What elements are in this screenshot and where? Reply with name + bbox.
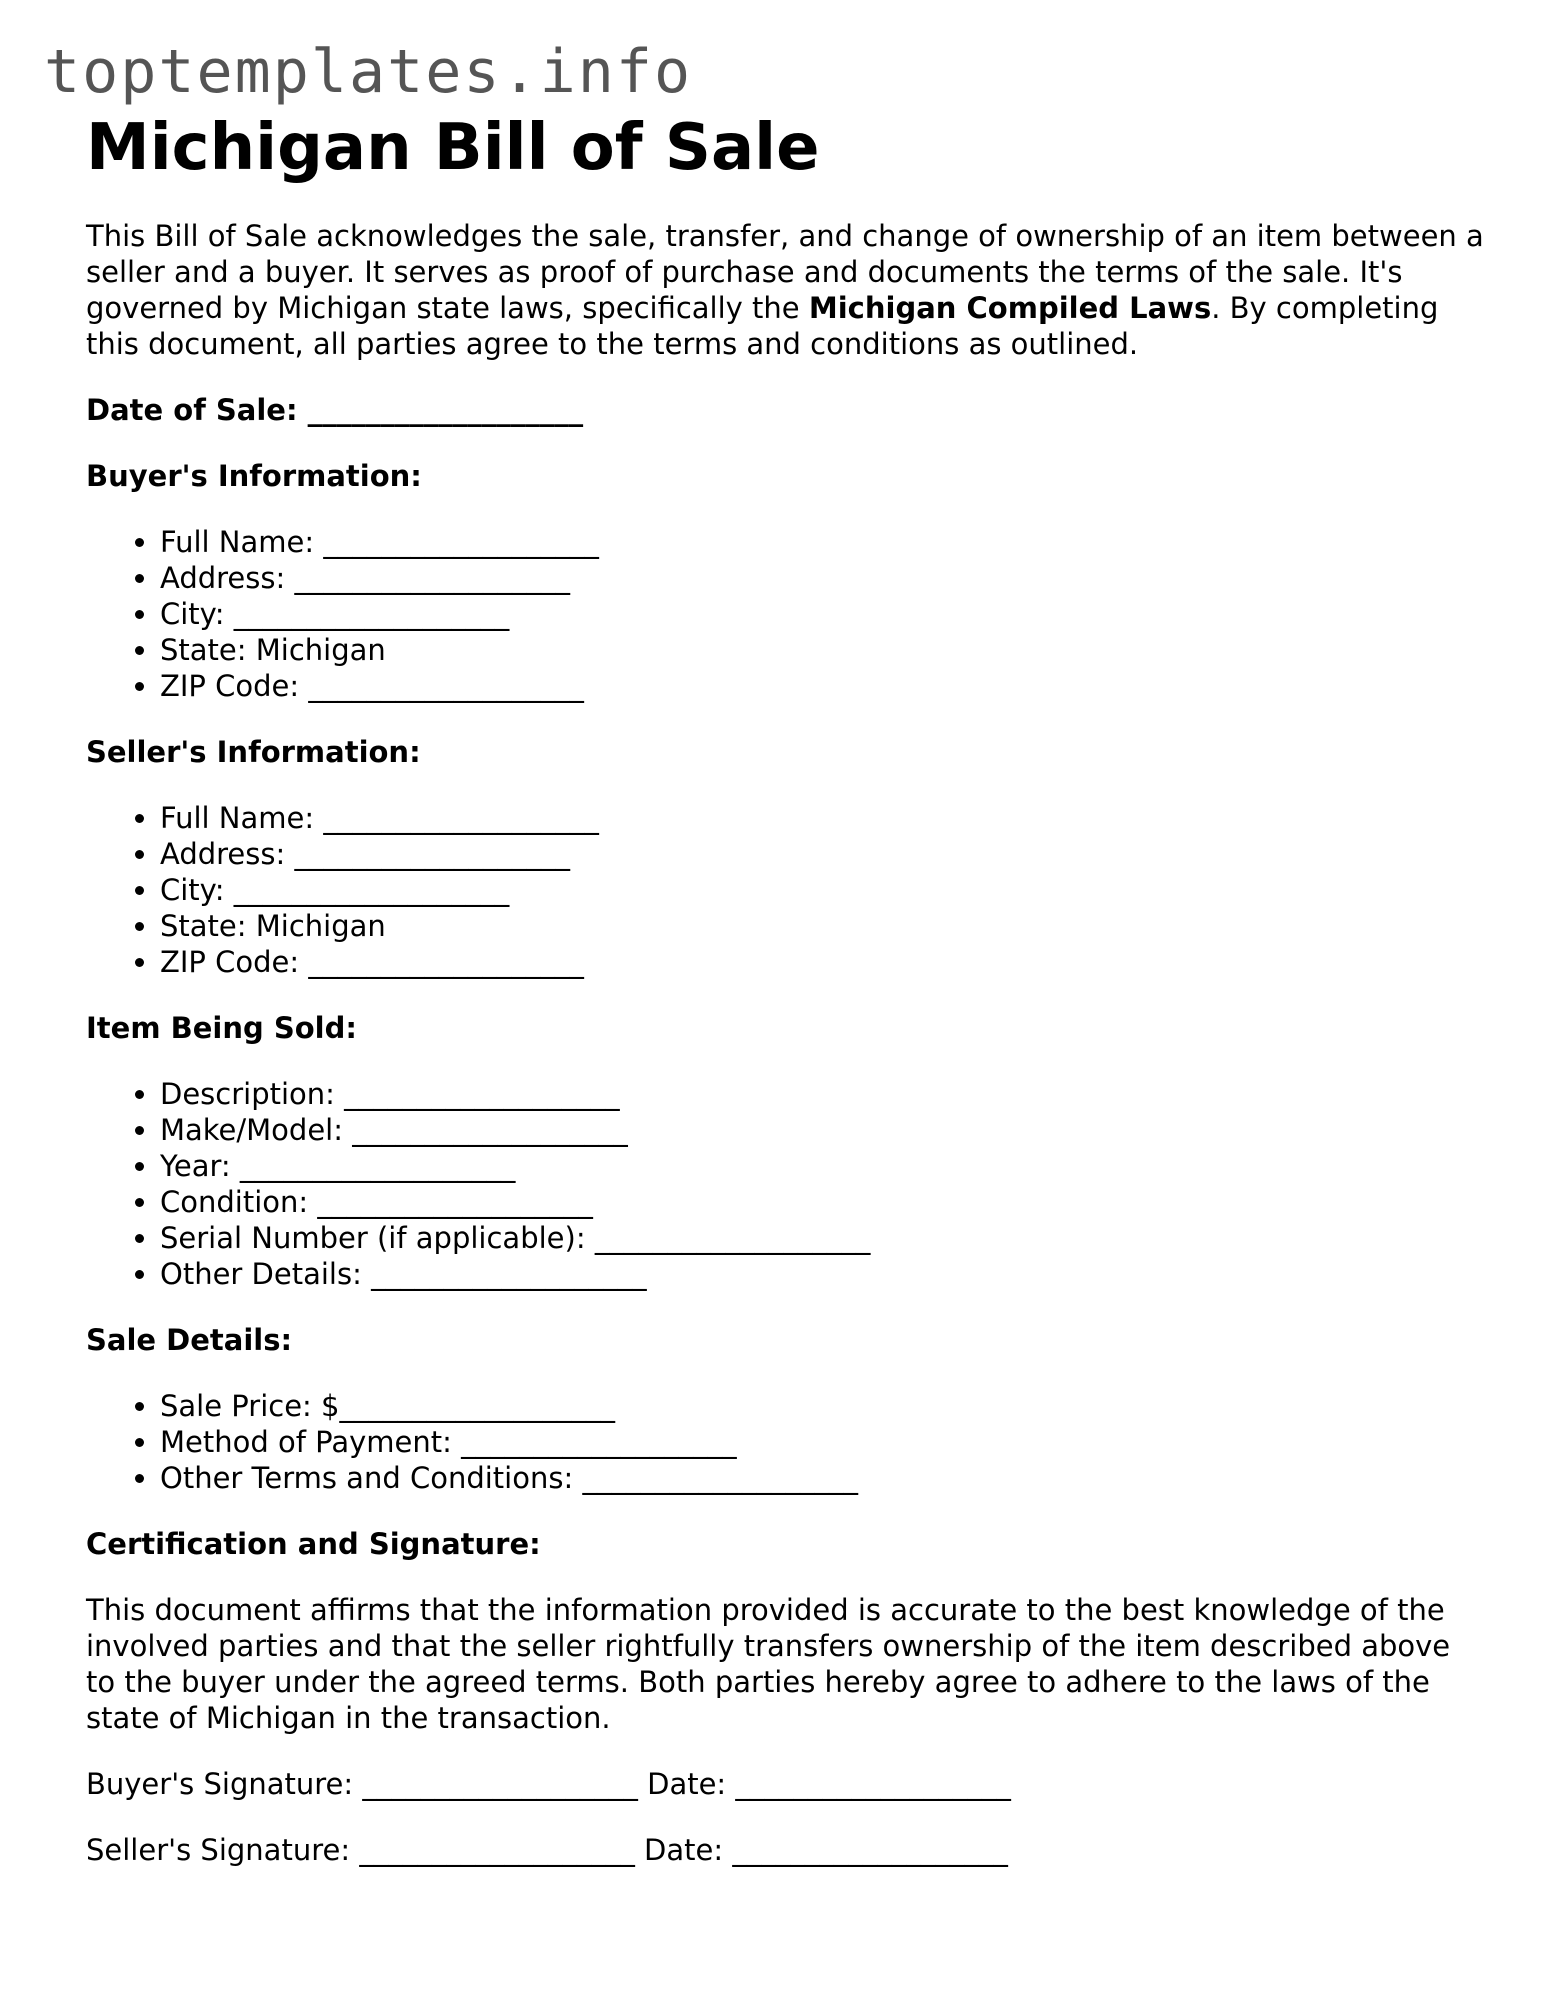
certification-paragraph: This document affirms that the information provided is accurate to the best knowledge of the involved parties and that the seller rightfully transfers ownership of the item described above to the buyer under the agreed terms. Both parties hereby agree to adhere to the laws of the state of Michigan in the transaction. — [86, 1593, 1451, 1735]
seller-full-name-field[interactable]: • Full Name: ___________________ — [160, 800, 1486, 836]
item-make-model-field[interactable]: • Make/Model: ___________________ — [160, 1112, 1486, 1148]
intro-text-2: . By completing this document, all parties agree to the terms and conditions as outlined. — [86, 291, 1439, 361]
item-year-field[interactable]: • Year: ___________________ — [160, 1148, 1486, 1184]
sale-price-field[interactable]: • Sale Price: $___________________ — [160, 1388, 1486, 1424]
intro-paragraph — [86, 218, 1486, 362]
buyer-signature-line[interactable]: Buyer's Signature: ___________________ Date: ___________________ — [86, 1767, 1011, 1801]
payment-method-field[interactable]: • Method of Payment: ___________________ — [160, 1424, 1486, 1460]
item-list — [86, 1076, 1486, 1292]
item-description-field[interactable]: • Description: ___________________ — [160, 1076, 1486, 1112]
seller-state: • State: Michigan — [160, 908, 1486, 944]
sale-heading: Sale Details: — [86, 1323, 293, 1357]
item-serial-number-field[interactable]: • Serial Number (if applicable): ___________________ — [160, 1220, 1486, 1256]
seller-heading: Seller's Information: — [86, 735, 421, 769]
sale-list — [86, 1388, 1486, 1496]
item-other-details-field[interactable]: • Other Details: ___________________ — [160, 1256, 1486, 1292]
other-terms-field[interactable]: • Other Terms and Conditions: ___________________ — [160, 1460, 1486, 1496]
seller-address-field[interactable]: • Address: ___________________ — [160, 836, 1486, 872]
buyer-city-field[interactable]: • City: ___________________ — [160, 596, 1486, 632]
watermark: toptemplates.info — [44, 37, 693, 107]
date-of-sale-field[interactable]: Date of Sale: ___________________ — [86, 393, 584, 427]
buyer-list — [86, 524, 1486, 704]
seller-zip-field[interactable]: • ZIP Code: ___________________ — [160, 944, 1486, 980]
certification-heading: Certification and Signature: — [86, 1527, 541, 1561]
item-heading: Item Being Sold: — [86, 1011, 357, 1045]
page-title: Michigan Bill of Sale — [86, 111, 820, 185]
seller-list — [86, 800, 1486, 980]
buyer-heading: Buyer's Information: — [86, 459, 422, 493]
buyer-address-field[interactable]: • Address: ___________________ — [160, 560, 1486, 596]
document — [86, 108, 1486, 1868]
buyer-full-name-field[interactable]: • Full Name: ___________________ — [160, 524, 1486, 560]
intro-bold-laws: Michigan Compiled Laws — [808, 291, 1212, 325]
intro-text-1: This Bill of Sale acknowledges the sale, transfer, and change of ownership of an item between a seller and a buyer. It serves as proof of purchase and documents the terms of the sale. It's governed by Michigan state laws, specifically the — [86, 219, 1484, 325]
buyer-zip-field[interactable]: • ZIP Code: ___________________ — [160, 668, 1486, 704]
seller-city-field[interactable]: • City: ___________________ — [160, 872, 1486, 908]
buyer-state: • State: Michigan — [160, 632, 1486, 668]
seller-signature-line[interactable]: Seller's Signature: ___________________ Date: ___________________ — [86, 1833, 1008, 1867]
item-condition-field[interactable]: • Condition: ___________________ — [160, 1184, 1486, 1220]
